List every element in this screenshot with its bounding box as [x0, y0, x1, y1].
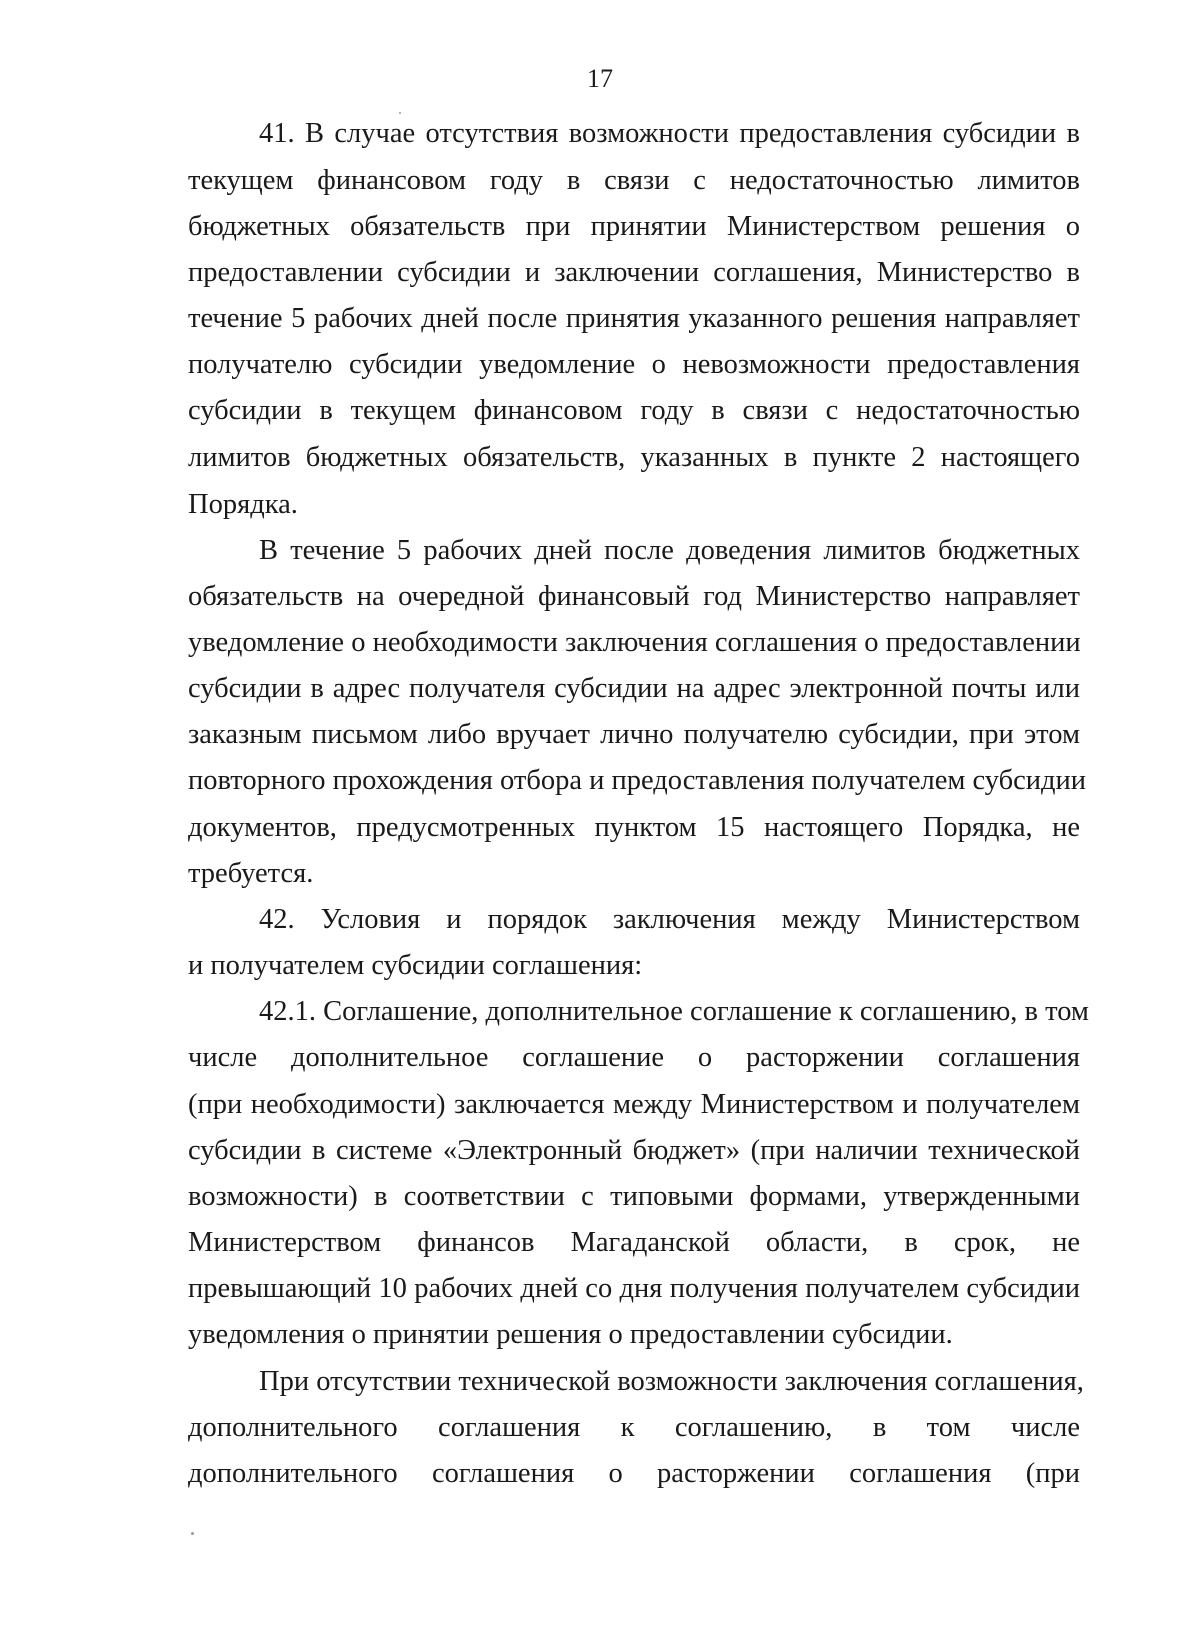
text-line: получателю субсидии уведомление о невозможности предоставления — [188, 349, 1080, 380]
text-line: Порядка. — [188, 489, 298, 520]
text-line: возможности) в соответствии с типовыми формами, утвержденными — [188, 1181, 1080, 1212]
text-line: 42. Условия и порядок заключения между Министерством — [259, 904, 1080, 935]
text-line: предоставлении субсидии и заключении соглашения, Министерство в — [188, 257, 1080, 288]
text-line: дополнительного соглашения о расторжении соглашения (при — [188, 1458, 1080, 1489]
text-line: числе дополнительное соглашение о расторжении соглашения — [188, 1042, 1080, 1073]
text-line: повторного прохождения отбора и предоставления получателем субсидии — [188, 765, 1087, 796]
text-line: бюджетных обязательств при принятии Министерством решения о — [188, 211, 1080, 242]
text-line: субсидии в текущем финансовом году в связи с недостаточностью — [188, 395, 1080, 426]
text-line: 42.1. Соглашение, дополнительное соглашение к соглашению, в том — [259, 996, 1089, 1027]
text-line: обязательств на очередной финансовый год Министерство направляет — [188, 581, 1080, 612]
text-line: 41. В случае отсутствия возможности предоставления субсидии в — [259, 118, 1080, 149]
text-line: требуется. — [188, 858, 314, 889]
text-line: уведомление о необходимости заключения соглашения о предоставлении — [188, 627, 1081, 658]
text-line: Министерством финансов Магаданской области, в срок, не — [188, 1227, 1080, 1258]
text-line: и получателем субсидии соглашения: — [188, 950, 643, 981]
text-line: При отсутствии технической возможности заключения соглашения, — [259, 1366, 1084, 1397]
scan-speck — [191, 1532, 194, 1535]
text-line: субсидии в системе «Электронный бюджет» (при наличии технической — [188, 1135, 1080, 1166]
page-number: 17 — [587, 64, 613, 93]
text-line: заказным письмом либо вручает лично получателю субсидии, при этом — [188, 719, 1080, 750]
text-line: документов, предусмотренных пунктом 15 настоящего Порядка, не — [188, 812, 1080, 843]
scan-speck — [399, 112, 401, 114]
text-line: текущем финансовом году в связи с недостаточностью лимитов — [188, 165, 1080, 196]
text-line: дополнительного соглашения к соглашению, в том числе — [188, 1412, 1080, 1443]
text-line: (при необходимости) заключается между Министерством и получателем — [188, 1089, 1080, 1120]
text-line: превышающий 10 рабочих дней со дня получения получателем субсидии — [188, 1273, 1080, 1304]
text-line: уведомления о принятии решения о предоставлении субсидии. — [188, 1319, 953, 1350]
text-line: субсидии в адрес получателя субсидии на адрес электронной почты или — [188, 673, 1080, 704]
text-line: течение 5 рабочих дней после принятия указанного решения направляет — [188, 303, 1080, 334]
text-line: лимитов бюджетных обязательств, указанных в пункте 2 настоящего — [188, 442, 1080, 473]
text-line: В течение 5 рабочих дней после доведения лимитов бюджетных — [259, 535, 1080, 566]
